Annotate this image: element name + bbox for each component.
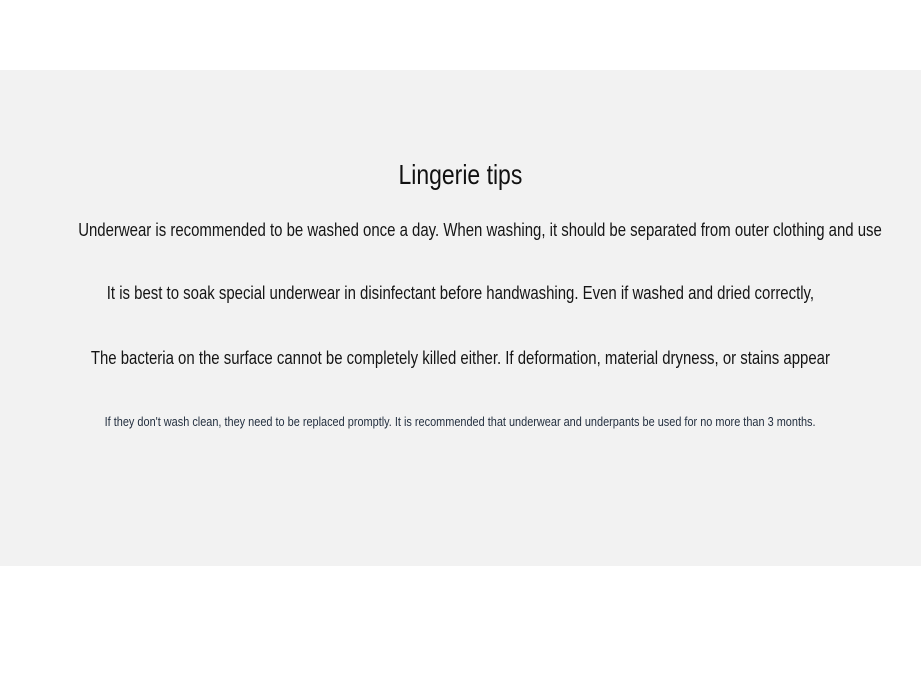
tip-line-washing: Underwear is recommended to be washed once a day. When washing, it should be separated from outer clothing and use bbox=[78, 220, 882, 240]
tip-note-replace: If they don't wash clean, they need to be replaced promptly. It is recommended that underwear and underpants be used for no more than 3 months. bbox=[104, 414, 816, 429]
tip-line-bacteria: The bacteria on the surface cannot be completely killed either. If deformation, material dryness, or stains appear bbox=[90, 348, 830, 368]
tip-line-disinfect: It is best to soak special underwear in disinfectant before handwashing. Even if washed and dried correctly, bbox=[106, 283, 815, 303]
lingerie-tips-section bbox=[0, 70, 921, 566]
section-title: Lingerie tips bbox=[398, 159, 523, 190]
